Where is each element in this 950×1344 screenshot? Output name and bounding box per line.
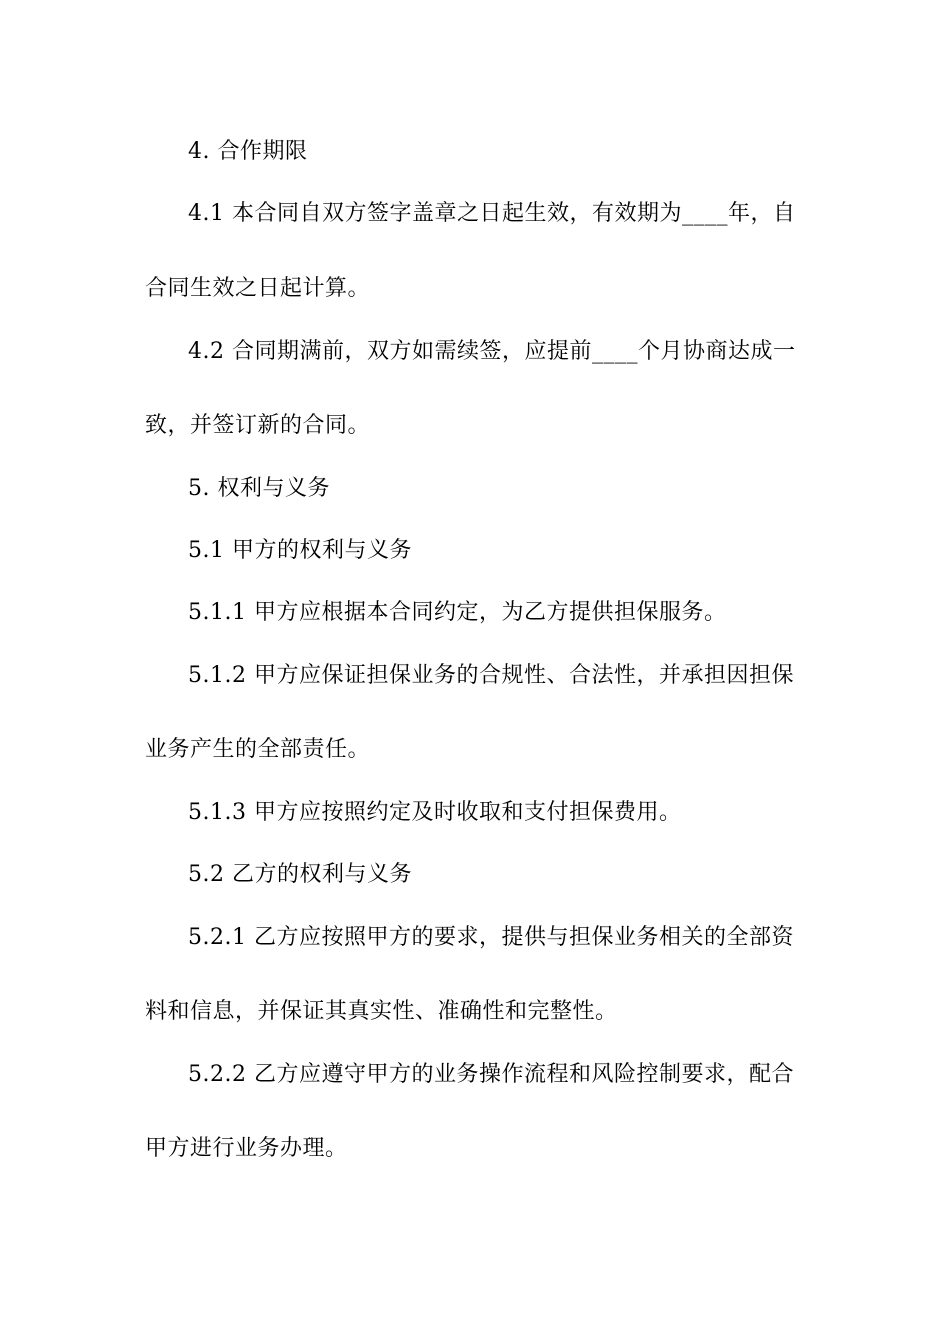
clause-4-1-line-2: 合同生效之日起计算。 <box>145 276 371 301</box>
clause-4-2-line-1: 4.2 合同期满前，双方如需续签，应提前____个月协商达成一 <box>188 339 796 364</box>
clause-5-1-2-line-2: 业务产生的全部责任。 <box>145 737 371 762</box>
clause-5-1-2-line-1: 5.1.2 甲方应保证担保业务的合规性、合法性，并承担因担保 <box>188 663 794 688</box>
clause-5-2-1-line-1: 5.2.1 乙方应按照甲方的要求，提供与担保业务相关的全部资 <box>188 925 794 950</box>
section-5-heading: 5. 权利与义务 <box>188 476 330 501</box>
clause-5-2-heading: 5.2 乙方的权利与义务 <box>188 862 412 887</box>
clause-5-1-3: 5.1.3 甲方应按照约定及时收取和支付担保费用。 <box>188 800 682 825</box>
section-4-heading: 4. 合作期限 <box>188 139 308 164</box>
clause-5-1-heading: 5.1 甲方的权利与义务 <box>188 538 412 563</box>
clause-5-1-1: 5.1.1 甲方应根据本合同约定，为乙方提供担保服务。 <box>188 600 727 625</box>
clause-5-2-2-line-2: 甲方进行业务办理。 <box>145 1136 348 1161</box>
clause-5-2-2-line-1: 5.2.2 乙方应遵守甲方的业务操作流程和风险控制要求，配合 <box>188 1062 794 1087</box>
clause-4-1-line-1: 4.1 本合同自双方签字盖章之日起生效，有效期为____年，自 <box>188 201 796 226</box>
clause-5-2-1-line-2: 料和信息，并保证其真实性、准确性和完整性。 <box>145 999 618 1024</box>
clause-4-2-line-2: 致，并签订新的合同。 <box>145 413 371 438</box>
